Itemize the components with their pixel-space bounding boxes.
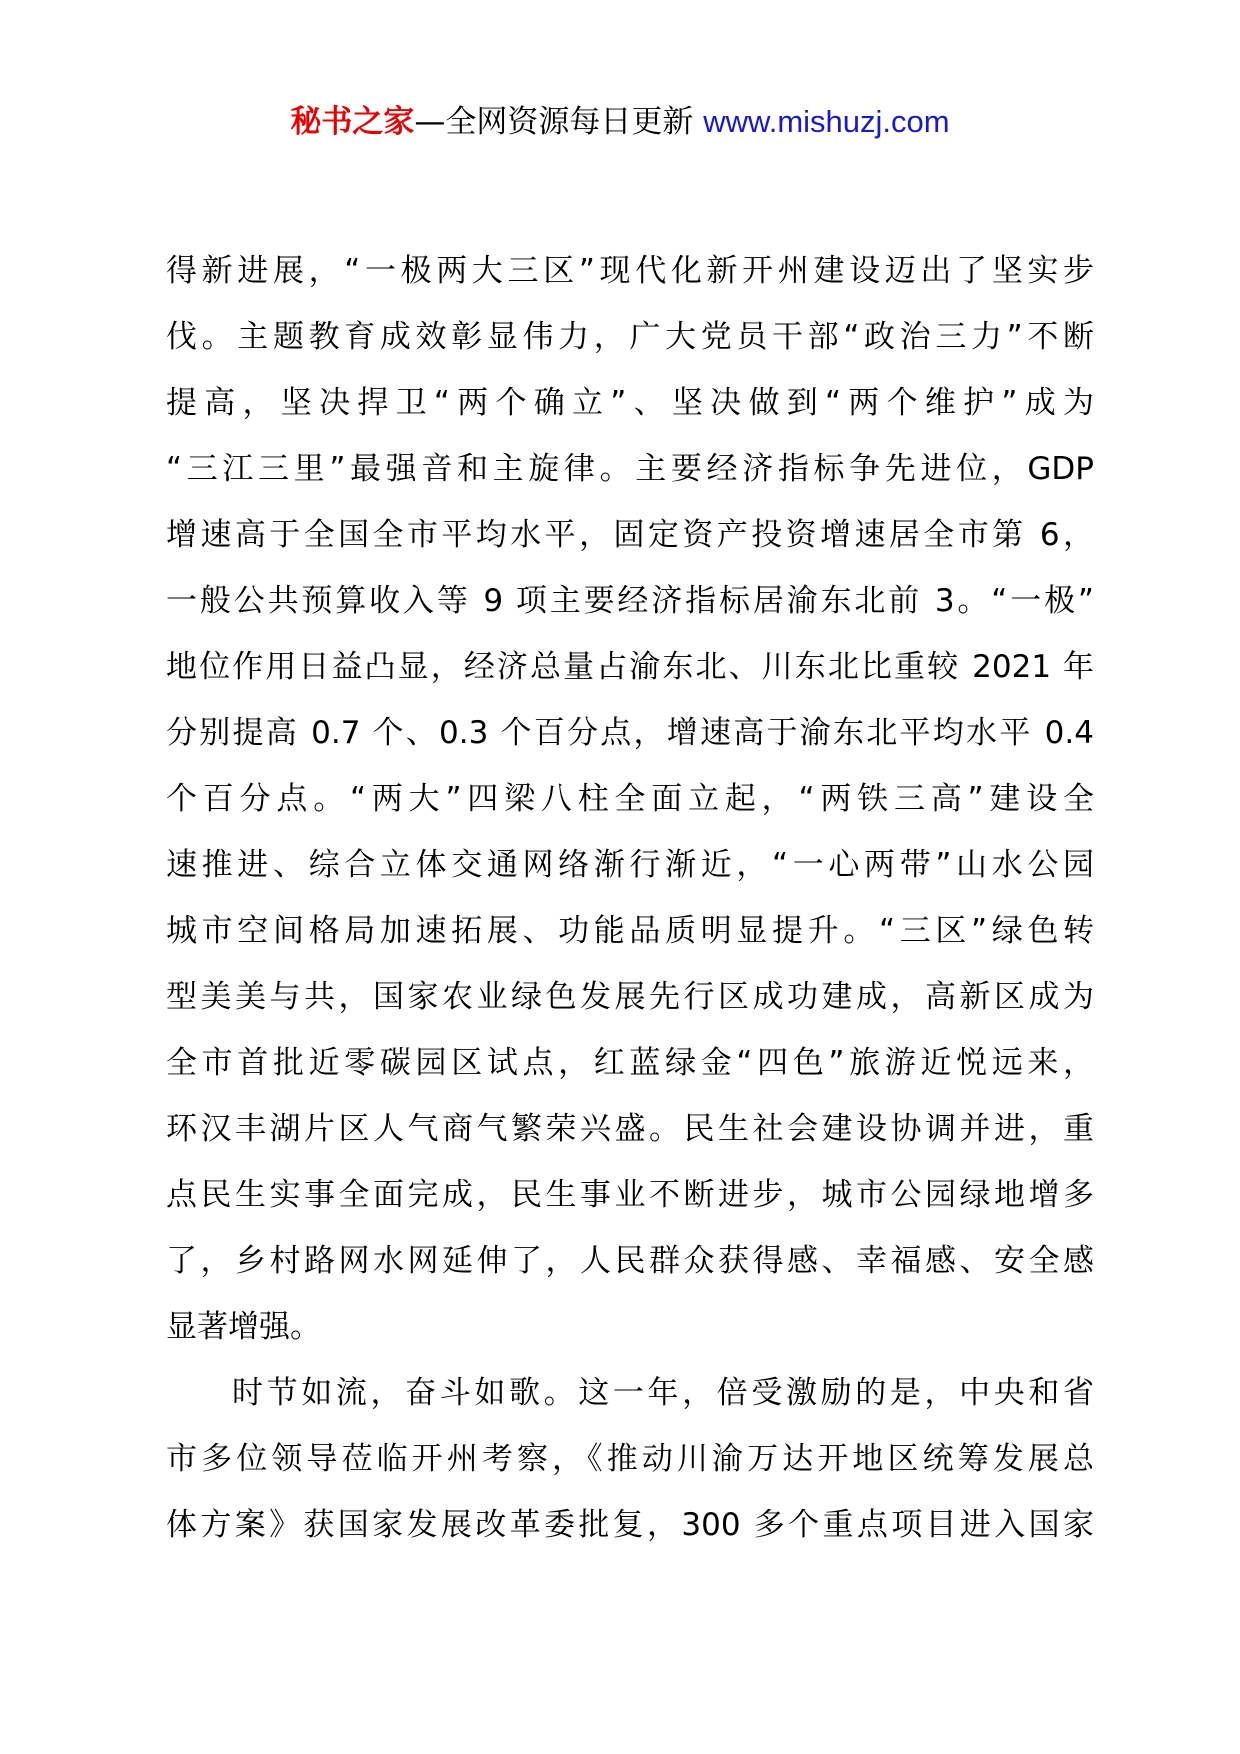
text-line: 速推进、综合立体交通网络渐行渐近，“一心两带”山水公园 bbox=[166, 847, 1094, 883]
text-line: 全市首批近零碳园区试点，红蓝绿金“四色”旅游近悦远来， bbox=[166, 1045, 1094, 1081]
text-line: 显著增强。 bbox=[166, 1309, 321, 1345]
paragraph-start-line: 时节如流，奋斗如歌。这一年，倍受激励的是，中央和省 bbox=[232, 1375, 1094, 1411]
text-line: 环汉丰湖片区人气商气繁荣兴盛。民生社会建设协调并进，重 bbox=[166, 1111, 1094, 1147]
site-url-link[interactable]: www.mishuzj.com bbox=[703, 104, 950, 139]
text-line: 提高，坚决捍卫“两个确立”、坚决做到“两个维护”成为 bbox=[166, 385, 1094, 421]
text-line: 增速高于全国全市平均水平，固定资产投资增速居全市第 6， bbox=[166, 517, 1094, 553]
text-line: 分别提高 0.7 个、0.3 个百分点，增速高于渝东北平均水平 0.4 bbox=[166, 715, 1094, 751]
document-body bbox=[166, 238, 1094, 1558]
text-line: 一般公共预算收入等 9 项主要经济指标居渝东北前 3。“一极” bbox=[166, 583, 1094, 619]
text-line: 个百分点。“两大”四梁八柱全面立起，“两铁三高”建设全 bbox=[166, 781, 1094, 817]
text-line: 伐。主题教育成效彰显伟力，广大党员干部“政治三力”不断 bbox=[166, 319, 1094, 355]
text-line: 型美美与共，国家农业绿色发展先行区成功建成，高新区成为 bbox=[166, 979, 1094, 1015]
text-line: 城市空间格局加速拓展、功能品质明显提升。“三区”绿色转 bbox=[166, 913, 1094, 949]
text-line: “三江三里”最强音和主旋律。主要经济指标争先进位，GDP bbox=[166, 451, 1094, 487]
text-line: 得新进展，“一极两大三区”现代化新开州建设迈出了坚实步 bbox=[166, 253, 1094, 289]
text-line: 市多位领导莅临开州考察，《推动川渝万达开地区统筹发展总 bbox=[166, 1441, 1094, 1477]
page-header bbox=[0, 102, 1240, 142]
text-line: 了，乡村路网水网延伸了，人民群众获得感、幸福感、安全感 bbox=[166, 1243, 1094, 1279]
text-line: 地位作用日益凸显，经济总量占渝东北、川东北比重较 2021 年 bbox=[166, 649, 1094, 685]
text-line: 点民生实事全面完成，民生事业不断进步，城市公园绿地增多 bbox=[166, 1177, 1094, 1213]
text-line: 体方案》获国家发展改革委批复，300 多个重点项目进入国家 bbox=[166, 1507, 1094, 1543]
header-tagline: —全网资源每日更新 bbox=[414, 104, 694, 140]
brand-name: 秘书之家 bbox=[290, 104, 415, 140]
